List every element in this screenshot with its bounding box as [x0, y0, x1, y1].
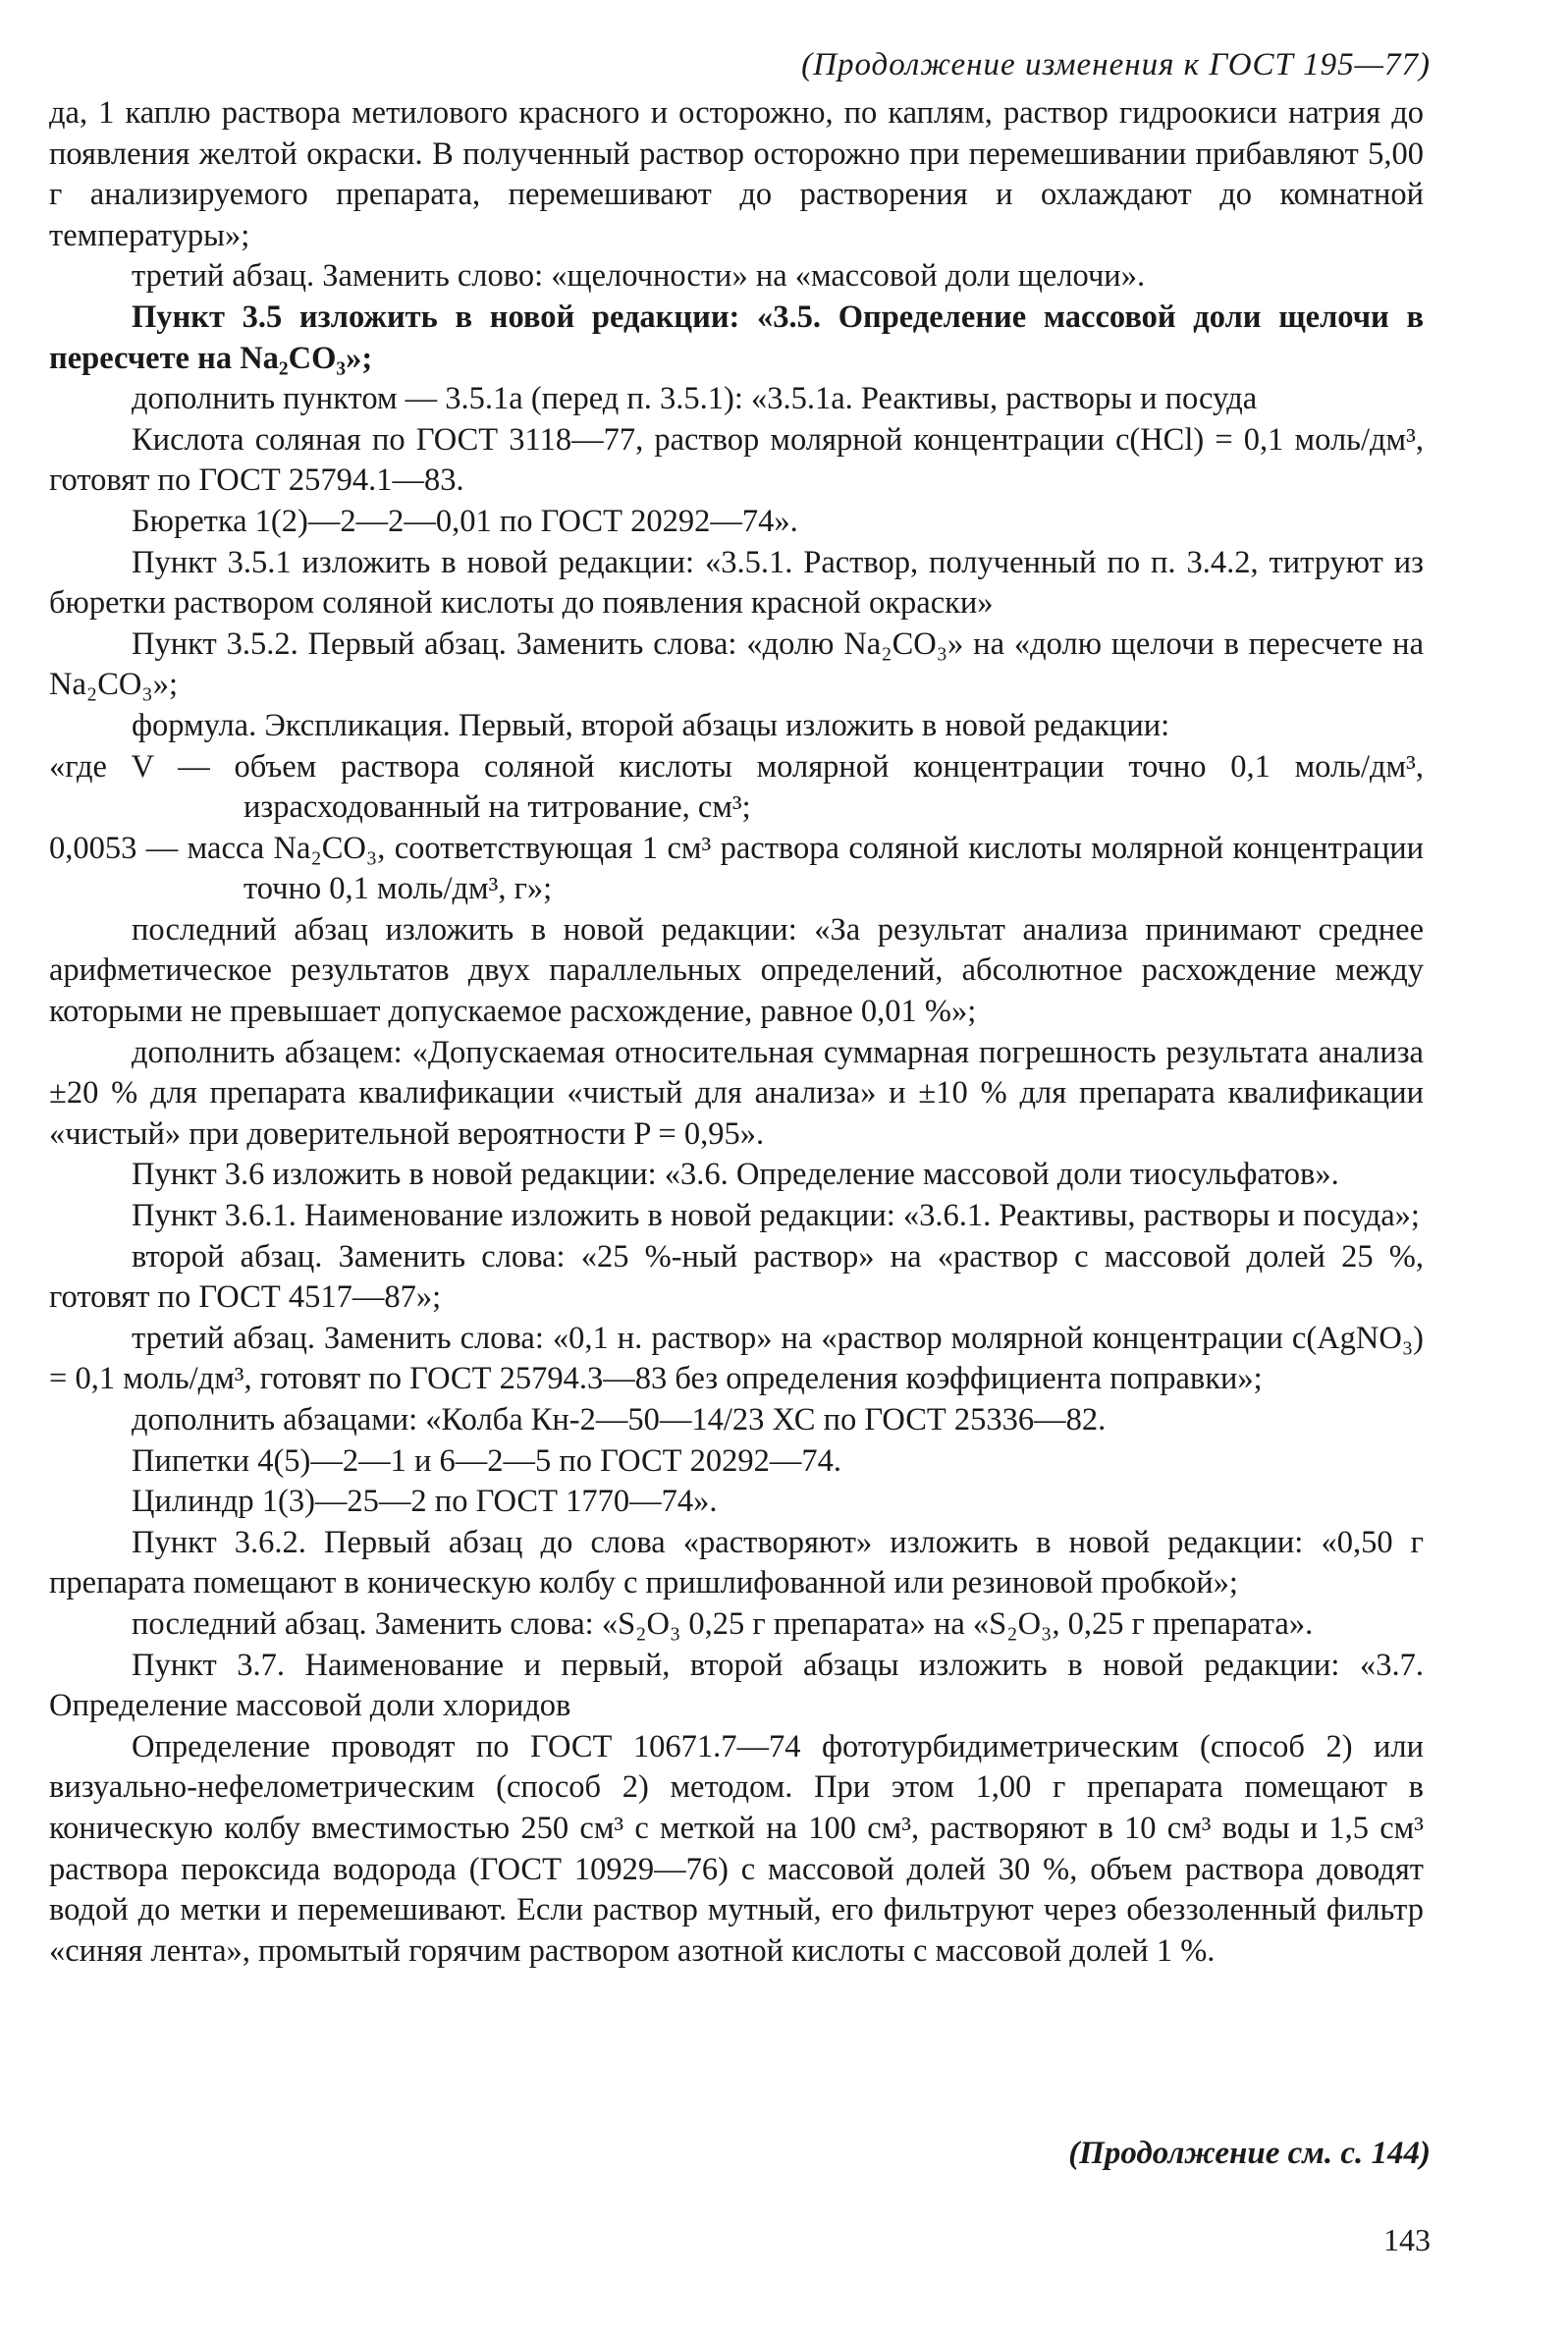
- paragraph: Определение проводят по ГОСТ 10671.7—74 фототурбидиметрическим (способ 2) или визуально-нефелометрическим (способ 2) методом. При этом 1,00 г препарата помещают в коническую колбу вместимостью 250 см³ с меткой на 100 см³, растворяют в 10 см³ воды и 1,5 см³ раствора пероксида водорода (ГОСТ 10929—76) с массовой долей 30 %, объем раствора доводят водой до метки и перемешивают. Если раствор мутный, его фильтруют через обеззоленный фильтр «синяя лента», промытый горячим раствором азотной кислоты с массовой долей 1 %.: [49, 1728, 1424, 1969]
- page-header: (Продолжение изменения к ГОСТ 195—77): [801, 47, 1431, 82]
- paragraph: Пункт 3.6 изложить в новой редакции: «3.6. Определение массовой доли тиосульфатов».: [132, 1157, 1339, 1193]
- paragraph: формула. Экспликация. Первый, второй абзацы изложить в новой редакции:: [132, 707, 1170, 743]
- paragraph: Бюретка 1(2)—2—2—0,01 по ГОСТ 20292—74».: [132, 503, 798, 539]
- paragraph: Пункт 3.5.2. Первый абзац. Заменить слова: «долю Na₂CO₃» на «долю щелочи в пересчете на Na₂CO₃»;: [49, 625, 1424, 703]
- paragraph: второй абзац. Заменить слова: «25 %-ный раствор» на «раствор с массовой долей 25 %, готовят по ГОСТ 4517—87»;: [49, 1238, 1424, 1316]
- continuation-note: (Продолжение см. с. 144): [1068, 2136, 1431, 2171]
- paragraph: Пункт 3.5.1 изложить в новой редакции: «3.5.1. Раствор, полученный по п. 3.4.2, титруют из бюретки раствором соляной кислоты до появления красной окраски»: [49, 544, 1424, 622]
- paragraph: Пункт 3.6.1. Наименование изложить в новой редакции: «3.6.1. Реактивы, растворы и посуда»;: [132, 1198, 1420, 1234]
- paragraph: Цилиндр 1(3)—25—2 по ГОСТ 1770—74».: [132, 1484, 718, 1520]
- paragraph: да, 1 каплю раствора метилового красного и осторожно, по каплям, раствор гидроокиси натрия до появления желтой окраски. В полученный раствор осторожно при перемешивании прибавляют 5,00 г анализируемого препарата, перемешивают до растворения и охлаждают до комнатной температуры»;: [49, 95, 1424, 253]
- paragraph: дополнить абзацем: «Допускаемая относительная суммарная погрешность результата анализа ±20 % для препарата квалификации «чистый для анализа» и ±10 % для препарата квалификации «чистый» при доверительной вероятности P = 0,95».: [49, 1034, 1424, 1152]
- paragraph: Пункт 3.7. Наименование и первый, второй абзацы изложить в новой редакции: «3.7. Определение массовой доли хлоридов: [49, 1647, 1424, 1724]
- paragraph: Кислота соляная по ГОСТ 3118—77, раствор молярной концентрации c(HCl) = 0,1 моль/дм³, готовят по ГОСТ 25794.1—83.: [49, 421, 1424, 499]
- paragraph: «где V — объем раствора соляной кислоты молярной концентрации точно 0,1 моль/дм³, израсходованный на титрование, см³;: [49, 748, 1424, 826]
- paragraph: третий абзац. Заменить слово: «щелочности» на «массовой доли щелочи».: [132, 258, 1146, 295]
- paragraph: третий абзац. Заменить слова: «0,1 н. раствор» на «раствор молярной концентрации c(AgNO₃) = 0,1 моль/дм³, готовят по ГОСТ 25794.3—83 без определения коэффициента поправки»;: [49, 1320, 1424, 1397]
- document-body: [49, 93, 1424, 1972]
- paragraph: дополнить абзацами: «Колба Кн-2—50—14/23 ХС по ГОСТ 25336—82.: [132, 1402, 1107, 1438]
- paragraph: 0,0053 — масса Na₂CO₃, соответствующая 1 см³ раствора соляной кислоты молярной концентрации точно 0,1 моль/дм³, г»;: [49, 830, 1424, 907]
- paragraph: последний абзац изложить в новой редакции: «За результат анализа принимают среднее арифметическое результатов двух параллельных определений, абсолютное расхождение между которыми не превышает допускаемое расхождение, равное 0,01 %»;: [49, 911, 1424, 1030]
- page-number: 143: [1383, 2222, 1431, 2257]
- paragraph: Пункт 3.6.2. Первый абзац до слова «растворяют» изложить в новой редакции: «0,50 г препарата помещают в коническую колбу с пришлифованной или резиновой пробкой»;: [49, 1524, 1424, 1601]
- paragraph: дополнить пунктом — 3.5.1а (перед п. 3.5.1): «3.5.1а. Реактивы, растворы и посуда: [132, 381, 1258, 417]
- paragraph: Пункт 3.5 изложить в новой редакции: «3.5. Определение массовой доли щелочи в пересчете на Na₂CO₃»;: [49, 298, 1424, 376]
- paragraph: последний абзац. Заменить слова: «S₂O₃ 0,25 г препарата» на «S₂O₃, 0,25 г препарата».: [132, 1605, 1314, 1642]
- paragraph: Пипетки 4(5)—2—1 и 6—2—5 по ГОСТ 20292—74.: [132, 1442, 841, 1479]
